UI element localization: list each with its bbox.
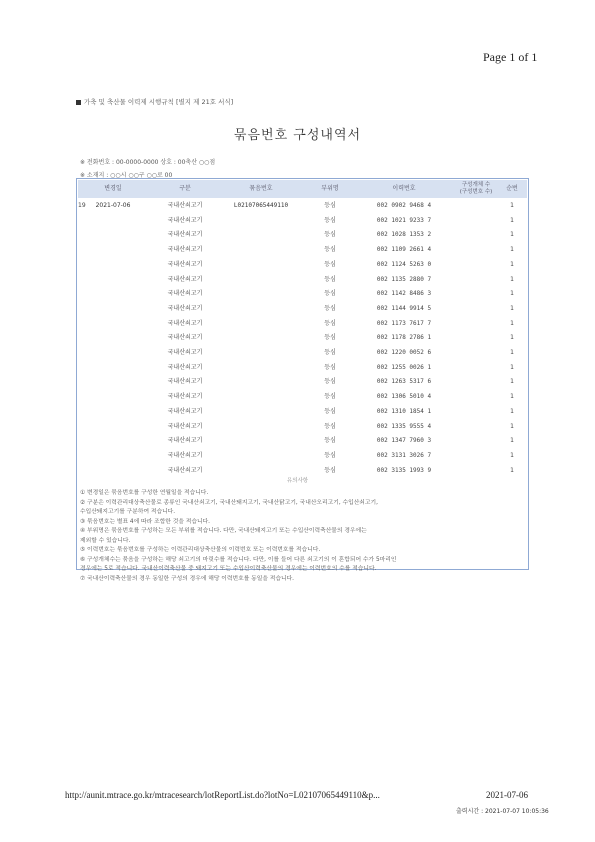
footer-url: http://aunit.mtrace.go.kr/mtracesearch/lotReportList.do?lotNo=L02107065449110&p... [65,790,380,800]
cell-lot [221,449,301,464]
cell-part: 등심 [324,260,336,268]
cell-seq: 1 [510,334,514,342]
note-line: 경우에는 5로 적습니다. 국내산이력축산물 중 돼지고기 또는 수입산이력축산물의 경우에는 이력번호의 수를 적습니다. [80,566,377,572]
cell-trace: 002 1335 9555 4 [376,422,432,430]
cell-lot [221,375,301,390]
cell-trace: 002 1144 9914 5 [376,304,432,312]
cell-date [78,449,148,464]
cell-lot [221,287,301,302]
cell-seq: 1 [510,290,514,298]
cell-trace: 002 1021 9233 7 [376,216,432,224]
cell-part: 등심 [324,407,336,415]
cell-date [78,317,148,332]
cell-kind: 국내산쇠고기 [167,466,203,474]
table-row [78,375,527,390]
header-count-sub: (구성번호 수) [459,189,493,195]
notes-list [80,489,525,584]
cell-seq: 1 [510,246,514,254]
cell-part: 등심 [324,437,336,445]
cell-kind: 국내산쇠고기 [167,334,203,342]
cell-date [78,287,148,302]
cell-trace: 002 3131 3026 7 [376,451,432,459]
cell-date [78,375,148,390]
cell-seq: 1 [510,466,514,474]
table-row [78,287,527,302]
cell-lot [221,331,301,346]
notes-label: 유의사항 [286,478,309,484]
cell-part: 등심 [324,363,336,371]
table-row [78,214,527,229]
cell-trace: 002 1347 7960 3 [376,437,432,445]
cell-part: 등심 [324,304,336,312]
cell-trace: 002 1109 2661 4 [376,246,432,254]
cell-lot [221,273,301,288]
cell-kind: 국내산쇠고기 [167,393,203,401]
cell-seq: 1 [510,349,514,356]
cell-trace: 002 1124 5263 0 [376,260,432,268]
cell-kind: 국내산쇠고기 [167,378,203,386]
cell-seq: 1 [510,231,514,239]
header-count-main: 구성개체 수 [461,182,491,188]
cell-kind: 국내산쇠고기 [167,304,203,312]
cell-part: 등심 [324,451,336,459]
table-row [78,228,527,243]
table-row [78,420,527,435]
cell-date [78,346,148,361]
page-number: Page 1 of 1 [483,50,538,64]
cell-kind: 국내산쇠고기 [167,451,203,459]
cell-trace: 002 1310 1854 1 [376,407,432,415]
cell-seq: 1 [510,319,514,327]
cell-date [78,214,148,229]
header-part: 부위명 [321,185,339,192]
note-line: ① 변경일은 묶음번호를 구성한 연월일을 적습니다. [80,490,209,496]
note-line: 수입산돼지고기를 구분하여 적습니다. [80,509,176,515]
cell-seq: 1 [510,363,514,371]
cell-trace: 002 1178 2786 1 [376,334,432,342]
table-row [78,258,527,273]
cell-seq: 1 [510,216,514,224]
table-row [78,317,527,332]
note-line: ⑤ 이력번호는 묶음번호를 구성하는 이력관리대상축산물의 이력번호 또는 이력번호를 적습니다. [80,547,321,553]
cell-part: 등심 [324,378,336,386]
cell-date [78,228,148,243]
table-row [78,390,527,405]
cell-kind: 국내산쇠고기 [167,275,203,283]
cell-part: 등심 [324,393,336,401]
cell-part: 등심 [324,466,336,474]
cell-date [78,243,148,258]
cell-seq: 1 [510,304,514,312]
table-row [78,331,527,346]
cell-kind: 국내산쇠고기 [167,319,203,327]
note-line: 제외할 수 있습니다. [80,537,131,544]
cell-date [78,273,148,288]
cell-part: 등심 [324,422,336,430]
cell-date [78,331,148,346]
cell-kind: 국내산쇠고기 [167,437,203,445]
cell-date [78,434,148,449]
cell-date [78,302,148,317]
cell-date [78,390,148,405]
table-row [78,199,527,214]
cell-date [78,420,148,435]
cell-part: 등심 [324,202,336,209]
cell-kind: 국내산쇠고기 [167,260,203,268]
cell-kind: 국내산쇠고기 [167,246,203,254]
table-row [78,273,527,288]
cell-seq: 1 [510,378,514,386]
form-reference [76,97,233,106]
table-row [78,346,527,361]
header-seq: 순번 [506,185,518,192]
note-line: ⑦ 국내산이력축산물의 경우 동일한 구성의 경우에 해당 이력번호를 동일을 적습니다. [80,575,295,582]
cell-lot [221,361,301,376]
table-row [78,243,527,258]
cell-lot [221,317,301,332]
cell-kind: 국내산쇠고기 [167,216,203,224]
cell-seq: 1 [510,202,514,209]
note-line: ③ 묶음번호는 별표 4에 따라 조합한 것을 적습니다. [80,518,211,525]
cell-date [78,361,148,376]
cell-seq: 1 [510,393,514,401]
cell-date [78,258,148,273]
cell-part: 등심 [324,319,336,327]
header-lot: 묶음번호 [249,185,273,192]
footer-url-date: 2021-07-06 [486,790,528,800]
cell-seq: 1 [510,422,514,430]
cell-trace: 002 1255 0026 1 [376,363,432,371]
cell-lot [221,346,301,361]
square-bullet-icon [76,100,81,105]
cell-lot [221,228,301,243]
cell-seq: 1 [510,407,514,415]
cell-kind: 국내산쇠고기 [167,231,203,239]
cell-part: 등심 [324,246,336,254]
table-row [78,405,527,420]
printed-time: 출력시간 : 2021-07-07 10:05:36 [456,808,549,815]
cell-kind: 국내산쇠고기 [167,422,203,430]
cell-kind: 국내산쇠고기 [167,290,203,298]
cell-lot [221,243,301,258]
note-line: ④ 부위명은 묶음번호를 구성하는 모든 부위를 적습니다. 다만, 국내산돼지고기 또는 수입산이력축산물의 경우에는 [80,528,367,534]
cell-lot [221,420,301,435]
cell-trace: 002 1135 2880 7 [376,275,432,283]
header-trace: 이력번호 [392,185,416,192]
cell-part: 등심 [324,290,336,298]
cell-part: 등심 [324,349,336,356]
cell-lot [221,302,301,317]
meta-line-1: ※ 전화번호 : 00-0000-0000 상호 : 00축산 ○○점 [80,159,216,166]
cell-lot [221,390,301,405]
cell-kind: 국내산쇠고기 [167,349,203,356]
cell-seq: 1 [510,260,514,268]
form-reference-text: 가축 및 축산물 이력제 시행규칙 [별지 제 21호 서식] [84,98,234,106]
table-row [78,449,527,464]
cell-date: 2021-07-06 [95,202,131,209]
note-line: ⑥ 구성개체수는 묶음을 구성하는 해당 쇠고기의 마릿수를 적습니다. 다만, 이를 들어 다른 쇠고기의 이 혼합되어 수가 5마리인 [80,556,397,563]
table-row [78,302,527,317]
table-row [78,361,527,376]
meta-line-2: ※ 소재지 : ○○시 ○○구 ○○로 00 [80,172,173,179]
cell-trace: 002 1220 0052 6 [376,349,432,356]
cell-trace: 002 0902 9468 4 [376,202,432,209]
cell-part: 등심 [324,216,336,224]
header-kind: 구분 [179,185,191,192]
header-date: 변경일 [104,185,122,192]
cell-date [78,405,148,420]
note-line: ② 구분은 이력관리대상축산물로 종류인 국내산쇠고기, 국내산돼지고기, 국내산닭고기, 국내산오리고기, 수입산쇠고기, [80,499,378,506]
cell-trace: 002 1142 8486 3 [376,290,432,298]
cell-kind: 국내산쇠고기 [167,407,203,415]
cell-kind: 국내산쇠고기 [167,202,203,209]
cell-trace: 002 1173 7617 7 [376,319,432,327]
cell-trace: 002 1028 1353 2 [376,231,432,239]
document-title: 묶음번호 구성내역서 [233,128,362,143]
cell-part: 등심 [324,334,336,342]
header-count [454,180,498,198]
cell-count: 19 [78,202,86,209]
cell-lot: L02107065449110 [233,202,289,209]
cell-lot [221,214,301,229]
cell-trace: 002 1263 5317 6 [376,378,432,386]
cell-lot [221,405,301,420]
cell-trace: 002 1306 5010 4 [376,393,432,401]
cell-trace: 002 3135 1993 9 [376,466,432,474]
cell-lot [221,434,301,449]
cell-part: 등심 [324,275,336,283]
table-row [78,434,527,449]
cell-lot [221,258,301,273]
cell-seq: 1 [510,437,514,445]
cell-seq: 1 [510,275,514,283]
cell-kind: 국내산쇠고기 [167,363,203,371]
cell-part: 등심 [324,231,336,239]
cell-seq: 1 [510,451,514,459]
